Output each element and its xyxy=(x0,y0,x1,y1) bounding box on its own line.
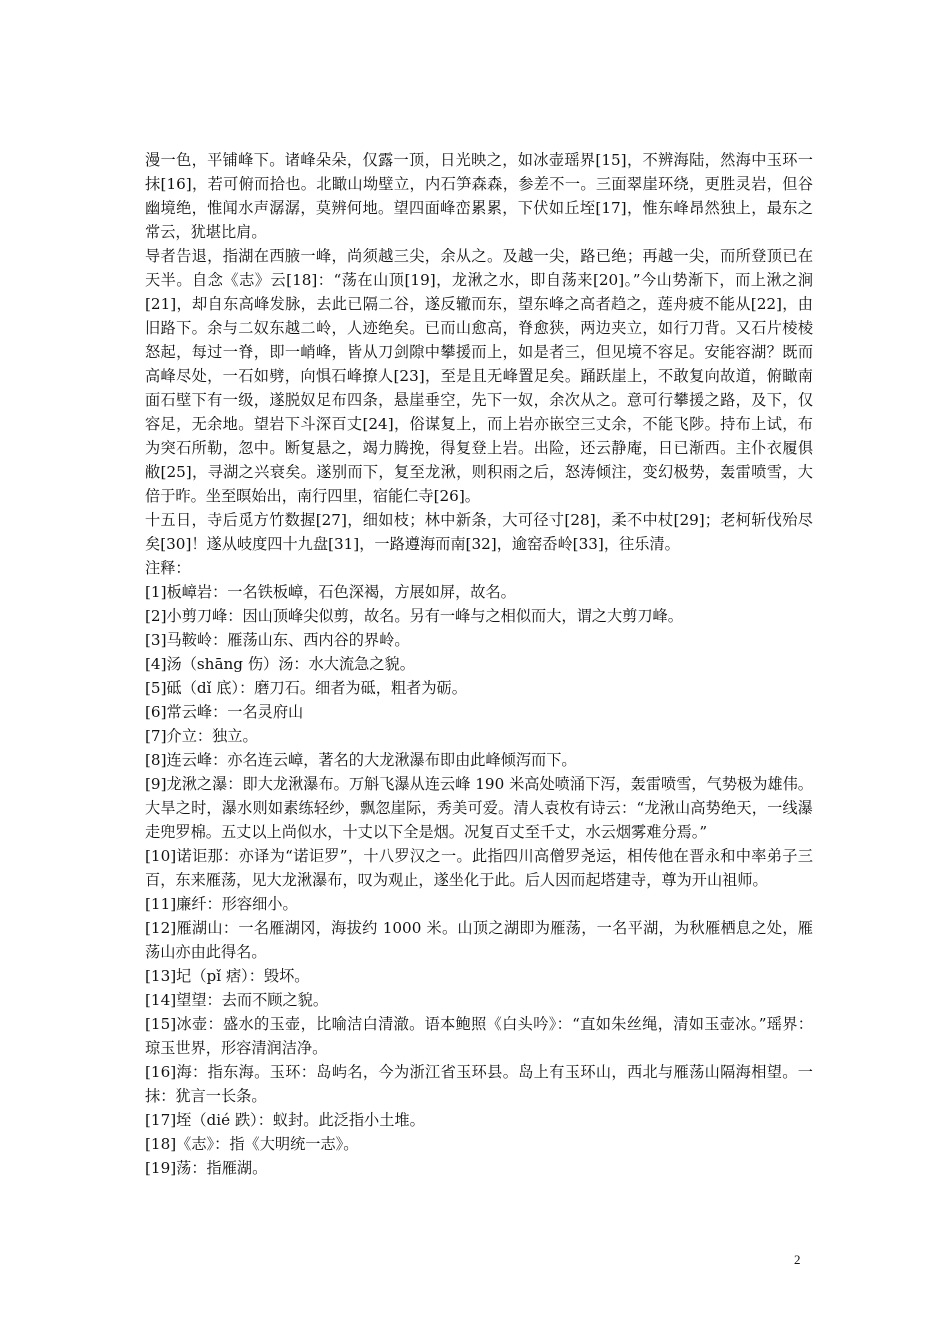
note-item: [5]砥（dǐ 底）：磨刀石。细者为砥，粗者为砺。 xyxy=(145,679,467,697)
note-item: [2]小剪刀峰：因山顶峰尖似剪，故名。另有一峰与之相似而大，谓之大剪刀峰。 xyxy=(145,607,683,625)
body-paragraph: 导者告退，指湖在西腋一峰，尚须越三尖，余从之。及越一尖，路已绝；再越一尖，而所登顶已在天半。自念《志》云[18]：“荡在山顶[19]，龙湫之水，即自荡来[20]。”今山势渐下，而上湫之涧[21]，却自东高峰发脉，去此已隔二谷，遂反辙而东，望东峰之高者趋之，莲舟疲不能从[22]，由旧路下。余与二奴东越二岭，人迹绝矣。已而山愈高，脊愈狭，两边夹立，如行刀背。又石片棱棱怒起，每过一脊，即一峭峰，皆从刀剑隙中攀援而上，如是者三，但见境不容足。安能容湖？既而高峰尽处，一石如劈，向惧石峰撩人[23]，至是且无峰置足矣。踊跃崖上，不敢复向故道，俯瞰南面石壁下有一级，遂脱奴足布四条，悬崖垂空，先下一奴，余次从之。意可行攀援之路，及下，仅容足，无余地。望岩下斗深百丈[24]，俗谋复上，而上岩亦嵌空三丈余，不能飞陟。持布上试，布为突石所勒，忽中。断复悬之，竭力腾挽，得复登上岩。出险，还云静庵，日已渐西。主仆衣履俱敝[25]，寻湖之兴衰矣。遂别而下，复至龙湫，则积雨之后，怒涛倾注，变幻极势，轰雷喷雪，大倍于昨。坐至暝始出，南行四里，宿能仁寺[26]。 xyxy=(145,247,813,505)
note-item: [4]汤（shāng 伤）汤：水大流急之貌。 xyxy=(145,655,415,673)
note-item: [8]连云峰：亦名连云嶂，著名的大龙湫瀑布即由此峰倾泻而下。 xyxy=(145,751,577,769)
note-item: [1]板嶂岩：一名铁板嶂，石色深褐，方展如屏，故名。 xyxy=(145,583,516,601)
page-number: 2 xyxy=(794,1252,801,1267)
note-item: [7]介立：独立。 xyxy=(145,727,258,745)
note-item: [15]冰壶：盛水的玉壶，比喻洁白清澈。语本鲍照《白头吟》：“直如朱丝绳，清如玉壶冰。”瑶界：琼玉世界，形容清润洁净。 xyxy=(145,1015,813,1057)
note-item: [19]荡：指雁湖。 xyxy=(145,1159,268,1177)
body-text xyxy=(145,148,813,556)
notes-heading: 注释： xyxy=(145,559,191,577)
note-item: [13]圮（pǐ 痞）：毁坏。 xyxy=(145,967,310,985)
note-item: [16]海：指东海。玉环：岛屿名，今为浙江省玉环县。岛上有玉环山，西北与雁荡山隔海相望。一抹：犹言一长条。 xyxy=(145,1063,813,1105)
document-page xyxy=(145,148,813,1180)
note-item: [10]诺讵那：亦译为“诺讵罗”，十八罗汉之一。此指四川高僧罗尧运，相传他在晋永和中率弟子三百，东来雁荡，见大龙湫瀑布，叹为观止，遂坐化于此。后人因而起塔建寺，尊为开山祖师。 xyxy=(145,847,813,889)
note-item: [12]雁湖山：一名雁湖冈，海拔约 1000 米。山顶之湖即为雁荡，一名平湖，为秋雁栖息之处，雁荡山亦由此得名。 xyxy=(145,919,813,961)
note-item: [18]《志》：指《大明统一志》。 xyxy=(145,1135,359,1153)
note-item: [3]马鞍岭：雁荡山东、西内谷的界岭。 xyxy=(145,631,410,649)
body-paragraph: 漫一色，平铺峰下。诸峰朵朵，仅露一顶，日光映之，如冰壶瑶界[15]，不辨海陆，然海中玉环一抹[16]，若可俯而拾也。北瞰山坳壁立，内石笋森森，参差不一。三面翠崖环绕，更胜灵岩，但谷幽境绝，惟闻水声潺潺，莫辨何地。望四面峰峦累累，下伏如丘垤[17]，惟东峰昂然独上，最东之常云，犹堪比肩。 xyxy=(145,151,813,241)
note-item: [6]常云峰：一名灵府山 xyxy=(145,703,304,721)
note-item: [11]廉纤：形容细小。 xyxy=(145,895,298,913)
note-item: [14]望望：去而不顾之貌。 xyxy=(145,991,329,1009)
body-paragraph: 十五日，寺后觅方竹数握[27]，细如枝；林中新条，大可径寸[28]，柔不中杖[29]；老柯斩伐殆尽矣[30]！遂从岐度四十九盘[31]，一路遵海而南[32]，逾窑岙岭[33]，往乐清。 xyxy=(145,511,813,553)
note-item: [17]垤（dié 跌）：蚁封。此泛指小土堆。 xyxy=(145,1111,425,1129)
note-item: [9]龙湫之瀑：即大龙湫瀑布。万斛飞瀑从连云峰 190 米高处喷涌下泻，轰雷喷雪，气势极为雄伟。大旱之时，瀑水则如素练轻纱，飘忽崖际，秀美可爱。清人袁枚有诗云：“龙湫山高势绝天，一线瀑走兜罗棉。五丈以上尚似水，十丈以下全是烟。况复百丈至千丈，水云烟雾难分焉。” xyxy=(145,775,813,841)
notes-list xyxy=(145,580,813,1180)
